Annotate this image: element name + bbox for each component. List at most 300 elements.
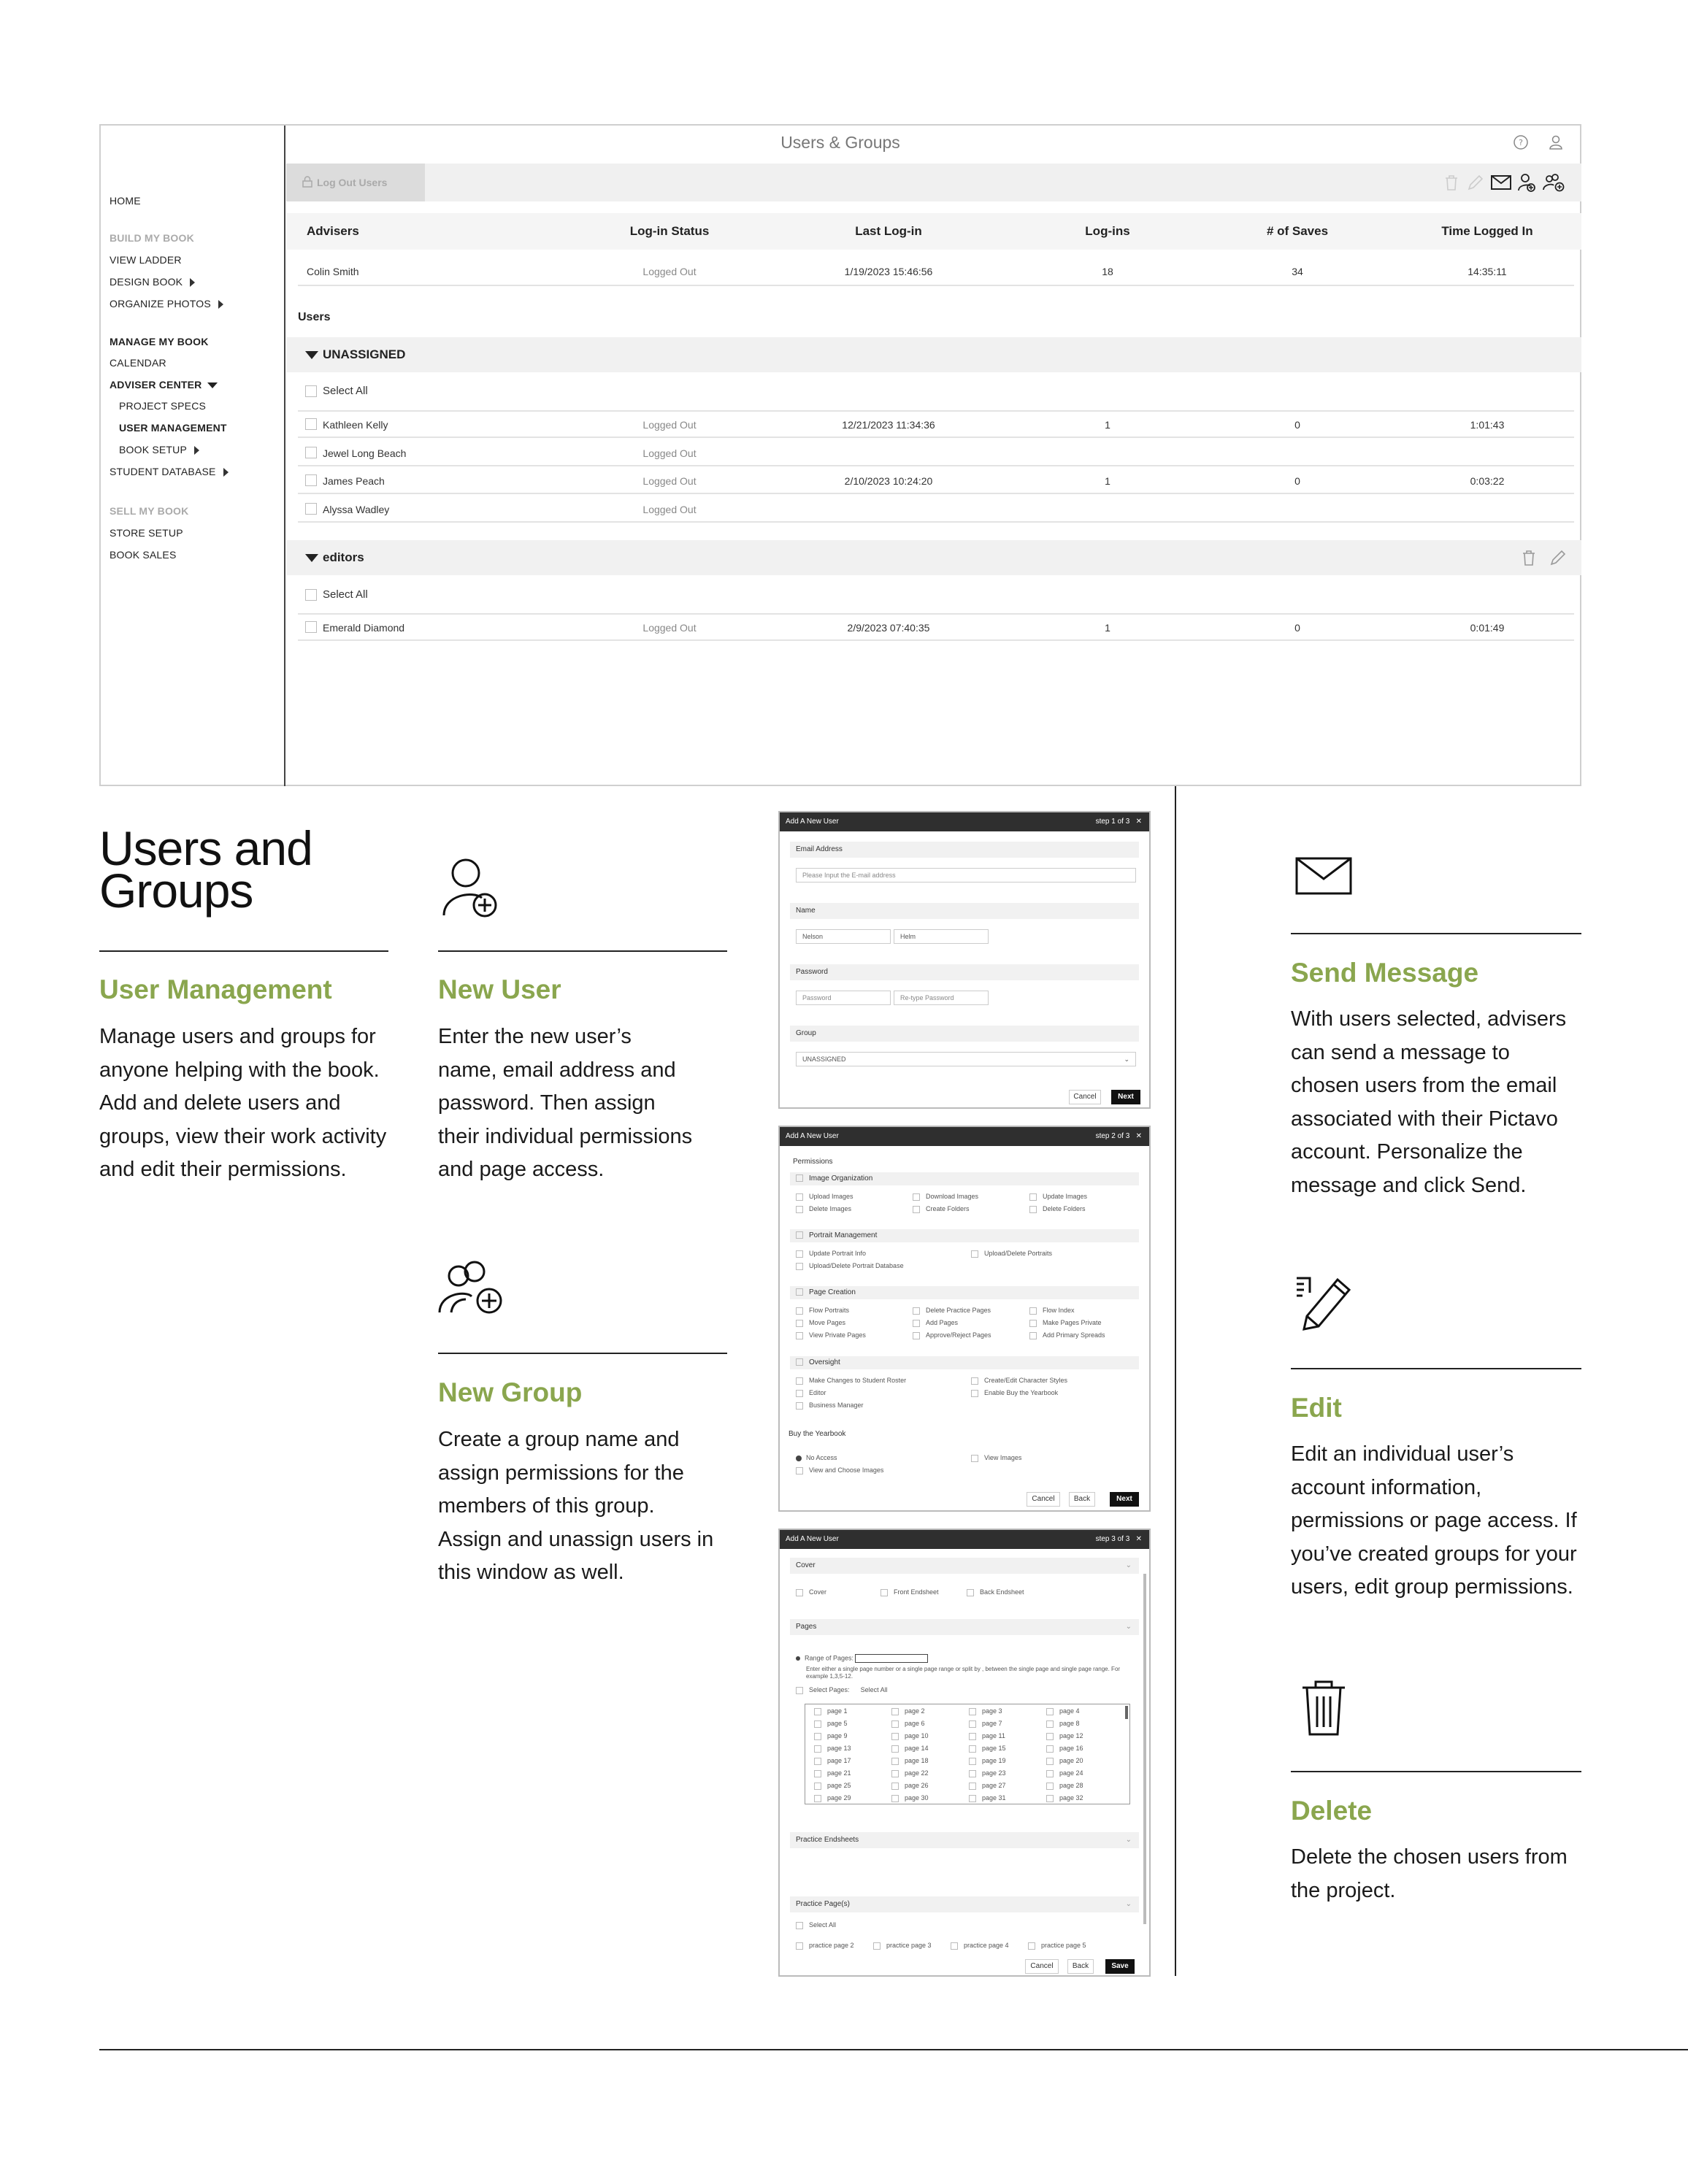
adviser-status: Logged Out [642,266,697,277]
checkbox[interactable] [796,1250,803,1258]
permission-label: Update Images [1043,1193,1088,1200]
range-input[interactable] [855,1654,928,1663]
select-all-checkbox[interactable] [305,385,368,397]
checkbox[interactable] [796,1263,803,1270]
section-name: Page Creation [809,1288,856,1296]
checkbox[interactable] [1046,1720,1054,1728]
checkbox[interactable] [814,1795,821,1802]
trash-icon[interactable] [1443,174,1459,191]
permission-checkbox[interactable] [796,1250,866,1258]
col-time-logged-in[interactable]: Time Logged In [1441,224,1533,238]
checkbox[interactable] [913,1320,920,1327]
permission-label: Update Portrait Info [809,1250,867,1257]
page-label: page 19 [982,1757,1006,1764]
name-section: Name [790,903,1139,919]
mail-icon[interactable] [1491,175,1511,190]
page-label: page 31 [982,1794,1006,1802]
radio[interactable] [796,1687,803,1694]
permission-section[interactable] [790,1229,1139,1242]
permission-section[interactable] [790,1172,1139,1185]
add-user-dialog-step-3 [778,1529,1151,1977]
page-label: page 5 [827,1720,848,1727]
nav-adviser-center-label: ADVISER CENTER [110,379,202,391]
permission-checkbox[interactable] [796,1319,845,1327]
pages-section[interactable] [790,1619,1139,1635]
permission-checkbox[interactable] [913,1319,958,1327]
permission-checkbox[interactable] [913,1307,991,1315]
checkbox[interactable] [814,1708,821,1715]
page-label: page 10 [905,1732,929,1739]
permission-checkbox[interactable] [971,1389,1058,1397]
permission-checkbox[interactable] [913,1205,970,1213]
group-header-unassigned[interactable] [286,337,1581,372]
adviser-saves: 34 [1292,266,1303,277]
checkbox[interactable] [969,1733,976,1740]
checkbox[interactable] [1046,1795,1054,1802]
checkbox[interactable] [305,621,317,633]
nav-project-specs[interactable]: PROJECT SPECS [119,400,207,412]
buy-yearbook-label: Buy the Yearbook [783,1426,1139,1442]
caret-right-icon [194,446,199,455]
page-label: page 12 [1059,1732,1083,1739]
radio[interactable] [796,1467,803,1474]
page-checkbox[interactable] [969,1769,1006,1777]
radio-no-access[interactable] [796,1454,837,1461]
radio-label: View Images [984,1454,1022,1461]
close-icon[interactable]: ✕ [1135,818,1142,826]
practice-page-checkbox[interactable] [951,1942,1009,1950]
delete-body: Delete the chosen users from the project. [1291,1845,1568,1902]
send-message-body: With users selected, advisers can send a message to chosen users from the email associated with their Pictavo account. Personalize the message and click Send. [1291,1007,1567,1197]
checkbox[interactable] [305,589,317,601]
checkbox[interactable] [913,1307,920,1315]
select-all-checkbox[interactable] [305,588,368,601]
scrollbar[interactable] [1143,1574,1146,1924]
checkbox[interactable] [873,1942,881,1950]
page-label: page 3 [982,1707,1002,1715]
permission-checkbox[interactable] [796,1389,826,1397]
page-checkbox[interactable] [1046,1707,1080,1715]
checkbox[interactable] [891,1758,899,1765]
radio-view-choose[interactable] [796,1466,883,1474]
select-all-label: Select All [323,385,368,397]
group-select[interactable] [796,1052,1136,1066]
page-checkbox[interactable] [891,1794,929,1802]
page-label: page 9 [827,1732,848,1739]
cell-time: 0:01:49 [1470,622,1505,634]
dialog-step: step 1 of 3 [1095,818,1130,826]
checkbox[interactable] [814,1758,821,1765]
permission-checkbox[interactable] [913,1331,991,1339]
checkbox[interactable] [891,1795,899,1802]
checkbox[interactable] [1029,1332,1037,1339]
col-last-login[interactable]: Last Log-in [855,224,922,238]
nav-organize-photos-label: ORGANIZE PHOTOS [110,298,211,309]
permission-checkbox[interactable] [1029,1307,1075,1315]
page-label: page 32 [1059,1794,1083,1802]
section-name: Oversight [809,1358,840,1366]
password-field[interactable]: Password [796,991,891,1005]
page-checkbox[interactable] [969,1745,1006,1753]
checkbox[interactable] [814,1733,821,1740]
page-label: page 29 [827,1794,851,1802]
page-checkbox[interactable] [814,1794,851,1802]
checkbox[interactable] [1046,1783,1054,1790]
permission-checkbox[interactable] [1029,1205,1086,1213]
first-name-field[interactable]: Nelson [796,929,891,944]
checkbox[interactable] [796,1320,803,1327]
page-checkbox[interactable] [891,1732,929,1740]
checkbox[interactable] [891,1783,899,1790]
nav-book-sales[interactable]: BOOK SALES [110,549,177,561]
page-label: page 30 [905,1794,929,1802]
collapse-triangle-icon [305,351,318,359]
permission-label: Flow Index [1043,1307,1075,1314]
checkbox[interactable] [305,503,317,515]
delete-heading: Delete [1291,1796,1373,1826]
nav-user-management[interactable]: USER MANAGEMENT [119,422,227,434]
permissions-label: Permissions [793,1158,833,1166]
adviser-logins: 18 [1102,266,1113,277]
permission-label: Delete Folders [1043,1205,1086,1212]
page-checkbox[interactable] [891,1720,925,1728]
permission-checkbox[interactable] [796,1401,864,1410]
retype-password-field[interactable]: Re-type Password [894,991,989,1005]
checkbox[interactable] [969,1720,976,1728]
permission-checkbox[interactable] [796,1262,904,1270]
permission-checkbox[interactable] [796,1205,851,1213]
radio-view-images[interactable] [971,1454,1021,1462]
checkbox[interactable] [796,1390,803,1397]
checkbox[interactable] [305,385,317,397]
checkbox[interactable] [796,1377,803,1385]
checkbox[interactable] [1029,1206,1037,1213]
svg-text:?: ? [1519,138,1523,147]
adviser-last-login: 1/19/2023 15:46:56 [844,266,933,277]
cell-name: Emerald Diamond [323,622,405,634]
page-checkbox[interactable] [891,1745,929,1753]
page-checkbox[interactable] [814,1732,848,1740]
page-checkbox[interactable] [1046,1769,1083,1777]
col-login-status[interactable]: Log-in Status [629,224,710,238]
nav-calendar[interactable]: CALENDAR [110,357,166,369]
cell-status: Logged Out [642,622,697,634]
checkbox[interactable] [796,1942,803,1950]
page-checkbox[interactable] [969,1732,1005,1740]
permission-label: Move Pages [809,1319,846,1326]
checkbox[interactable] [305,474,317,486]
checkbox[interactable] [1029,1320,1037,1327]
checkbox[interactable] [1028,1942,1035,1950]
permission-label: Download Images [926,1193,979,1200]
group-header-editors[interactable] [286,540,1581,575]
checkbox[interactable] [796,1206,803,1213]
permission-checkbox[interactable] [796,1377,906,1385]
checkbox[interactable] [796,1332,803,1339]
checkbox[interactable] [891,1733,899,1740]
page-checkbox[interactable] [891,1707,925,1715]
checkbox[interactable] [969,1783,976,1790]
cell-last: 2/9/2023 07:40:35 [847,622,930,634]
checkbox[interactable] [913,1193,920,1201]
page-label: page 20 [1059,1757,1083,1764]
page-label: page 18 [905,1757,929,1764]
checkbox[interactable] [305,418,317,430]
checkbox[interactable] [814,1745,821,1753]
nav-adviser-center[interactable] [110,379,218,391]
page-checkbox[interactable] [814,1782,851,1790]
page-checkbox[interactable] [1046,1745,1083,1753]
checkbox[interactable] [969,1770,976,1777]
page-checkbox[interactable] [891,1769,929,1777]
permission-checkbox[interactable] [971,1377,1067,1385]
permission-label: Make Changes to Student Roster [809,1377,907,1384]
checkbox[interactable] [971,1377,978,1385]
cell-logins: 1 [1105,475,1110,487]
cell-saves: 0 [1294,622,1300,634]
select-all-label: Select All [809,1921,837,1929]
page-checkbox[interactable] [969,1794,1006,1802]
sidebar [101,126,285,786]
checkbox[interactable] [1046,1758,1054,1765]
page-label: page 2 [905,1707,925,1715]
checkbox[interactable] [796,1174,803,1182]
checkbox[interactable] [796,1589,803,1596]
nav-organize-photos[interactable] [110,298,223,309]
close-icon[interactable]: ✕ [1135,1535,1142,1543]
log-out-users-button[interactable] [286,164,425,201]
checkbox[interactable] [913,1206,920,1213]
practice-pages-section[interactable] [790,1896,1139,1912]
page-checkbox[interactable] [814,1745,851,1753]
col-saves[interactable]: # of Saves [1266,224,1329,238]
log-out-users-label: Log Out Users [317,177,388,188]
checkbox[interactable] [814,1770,821,1777]
caret-down-icon [207,382,218,388]
page-list[interactable] [805,1704,1130,1804]
email-section: Email Address [790,842,1139,858]
checkbox[interactable] [891,1708,899,1715]
nav-design-book[interactable] [110,276,195,288]
last-name-field[interactable]: Helm [894,929,989,944]
trash-icon[interactable] [1521,549,1537,566]
section-name: Portrait Management [809,1231,878,1239]
cell-logins: 1 [1105,419,1110,431]
page-checkbox[interactable] [969,1782,1006,1790]
user-management-heading: User Management [99,974,332,1004]
page-label: page 21 [827,1769,851,1777]
window-title: Users & Groups [780,133,900,152]
checkbox[interactable] [969,1745,976,1753]
permission-checkbox[interactable] [1029,1319,1102,1327]
edit-icon [1294,1274,1354,1334]
checkbox[interactable] [796,1231,803,1239]
checkbox[interactable] [881,1589,888,1596]
edit-icon[interactable] [1467,174,1484,191]
cell-name: Kathleen Kelly [323,419,388,431]
page-checkbox[interactable] [1046,1757,1083,1765]
adviser-time: 14:35:11 [1468,266,1507,277]
select-all-label[interactable]: Select All [860,1686,888,1693]
page-checkbox[interactable] [891,1782,929,1790]
practice-page-checkbox[interactable] [1028,1942,1086,1950]
checkbox[interactable] [1046,1745,1054,1753]
lock-icon [302,176,312,188]
back-endsheet-checkbox[interactable] [967,1588,1024,1596]
permission-checkbox[interactable] [971,1250,1052,1258]
permission-section[interactable] [790,1286,1139,1299]
checkbox[interactable] [796,1288,803,1296]
checkbox[interactable] [891,1720,899,1728]
dialog-title: Add A New User [786,1535,839,1543]
users-label: Users [298,311,331,323]
page-checkbox[interactable] [891,1757,929,1765]
col-advisers[interactable]: Advisers [307,224,359,238]
permission-checkbox[interactable] [1029,1331,1105,1339]
close-icon[interactable]: ✕ [1135,1132,1142,1140]
page-checkbox[interactable] [814,1707,848,1715]
checkbox[interactable] [305,447,317,458]
checkbox[interactable] [971,1390,978,1397]
back-button[interactable]: Back [1067,1959,1094,1974]
practice-endsheets-label: Practice Endsheets [796,1836,859,1844]
checkbox[interactable] [814,1783,821,1790]
new-user-heading: New User [438,974,561,1004]
cancel-button[interactable]: Cancel [1069,1090,1101,1104]
checkbox[interactable] [951,1942,958,1950]
permission-checkbox[interactable] [1029,1193,1087,1201]
nav-view-ladder[interactable]: VIEW LADDER [110,254,182,266]
save-button[interactable]: Save [1105,1959,1135,1974]
checkbox[interactable] [1046,1770,1054,1777]
nav-student-database[interactable] [110,466,229,477]
select-all-label: Select All [323,588,368,601]
radio[interactable] [971,1455,978,1462]
edit-body: Edit an individual user’s account information, permissions or page access. If you’ve created groups for your users, edit group permissions. [1291,1442,1577,1599]
page-checkbox[interactable] [969,1757,1006,1765]
cell-status: Logged Out [642,475,697,487]
col-logins[interactable]: Log-ins [1085,224,1130,238]
edit-icon[interactable] [1549,549,1567,566]
checkbox[interactable] [969,1795,976,1802]
practice-page-checkbox[interactable] [873,1942,932,1950]
checkbox[interactable] [967,1589,974,1596]
radio-label: No Access [806,1454,837,1461]
caret-right-icon [190,278,195,287]
cancel-button[interactable]: Cancel [1025,1959,1059,1974]
checkbox[interactable] [796,1193,803,1201]
practice-select-all[interactable] [796,1921,836,1929]
checkbox[interactable] [1046,1708,1054,1715]
range-of-pages[interactable] [796,1654,928,1663]
cell-name: James Peach [323,475,385,487]
nav-home[interactable]: HOME [110,195,141,207]
add-user-dialog-step-2 [778,1126,1151,1512]
practice-endsheets-section[interactable] [790,1832,1139,1848]
checkbox[interactable] [796,1922,803,1929]
next-button[interactable]: Next [1110,1492,1139,1507]
permission-checkbox[interactable] [796,1307,849,1315]
page-checkbox[interactable] [814,1757,851,1765]
practice-pages-label: Practice Page(s) [796,1900,850,1908]
add-group-icon[interactable] [1542,172,1565,193]
permission-label: Make Pages Private [1043,1319,1102,1326]
page-checkbox[interactable] [814,1769,851,1777]
checkbox[interactable] [796,1307,803,1315]
nav-student-database-label: STUDENT DATABASE [110,466,216,477]
practice-page-label: practice page 5 [1041,1942,1086,1949]
scrollbar[interactable] [1125,1706,1128,1719]
back-button[interactable]: Back [1069,1492,1095,1507]
cell-status: Logged Out [642,447,697,459]
checkbox[interactable] [1029,1193,1037,1201]
checkbox[interactable] [971,1250,978,1258]
page-checkbox[interactable] [969,1707,1002,1715]
checkbox[interactable] [814,1720,821,1728]
page-checkbox[interactable] [1046,1794,1083,1802]
range-help: Enter either a single page number or a single page range or split by , between the single page and single page range. For example 1,3,5-12. [806,1666,1121,1680]
permission-checkbox[interactable] [796,1331,866,1339]
email-field[interactable]: Please Input the E-mail address [796,868,1136,883]
help-icon[interactable] [1513,134,1529,150]
permission-checkbox[interactable] [913,1193,978,1201]
practice-page-checkbox[interactable] [796,1942,854,1950]
page-checkbox[interactable] [1046,1720,1080,1728]
page-checkbox[interactable] [1046,1732,1083,1740]
cover-checkbox[interactable] [796,1588,826,1596]
chevron-down-icon: ⌄ [1125,1900,1132,1908]
checkbox[interactable] [891,1770,899,1777]
cancel-button[interactable]: Cancel [1027,1492,1060,1507]
checkbox[interactable] [796,1402,803,1410]
permission-label: Add Primary Spreads [1043,1331,1105,1339]
cover-section[interactable] [790,1558,1139,1574]
nav-book-setup-label: BOOK SETUP [119,444,188,455]
cell-time: 1:01:43 [1470,419,1505,431]
page-label: page 16 [1059,1745,1083,1752]
checkbox[interactable] [969,1758,976,1765]
checkbox[interactable] [891,1745,899,1753]
account-icon[interactable] [1548,134,1564,150]
add-user-icon[interactable] [1517,172,1536,193]
next-button[interactable]: Next [1111,1090,1140,1104]
checkbox[interactable] [1046,1733,1054,1740]
nav-store-setup[interactable]: STORE SETUP [110,527,183,539]
send-message-heading: Send Message [1291,958,1479,988]
permission-section[interactable] [790,1356,1139,1369]
checkbox[interactable] [913,1332,920,1339]
caret-right-icon [223,468,229,477]
page-checkbox[interactable] [969,1720,1002,1728]
group-name: UNASSIGNED [323,347,406,361]
range-label: Range of Pages: [805,1654,854,1662]
checkbox[interactable] [1029,1307,1037,1315]
page-title-line-2: Groups [99,864,253,918]
checkbox[interactable] [969,1708,976,1715]
permission-checkbox[interactable] [796,1193,853,1201]
front-endsheet-checkbox[interactable] [881,1588,939,1596]
select-pages[interactable] [796,1686,888,1694]
checkbox[interactable] [796,1358,803,1366]
group-section: Group [790,1026,1139,1042]
practice-page-label: practice page 3 [886,1942,932,1949]
nav-book-setup[interactable] [119,444,199,455]
radio-label: View and Choose Images [809,1466,884,1474]
cell-name: Alyssa Wadley [323,503,390,515]
page-checkbox[interactable] [1046,1782,1083,1790]
page-checkbox[interactable] [814,1720,848,1728]
radio-selected-icon [796,1456,802,1461]
